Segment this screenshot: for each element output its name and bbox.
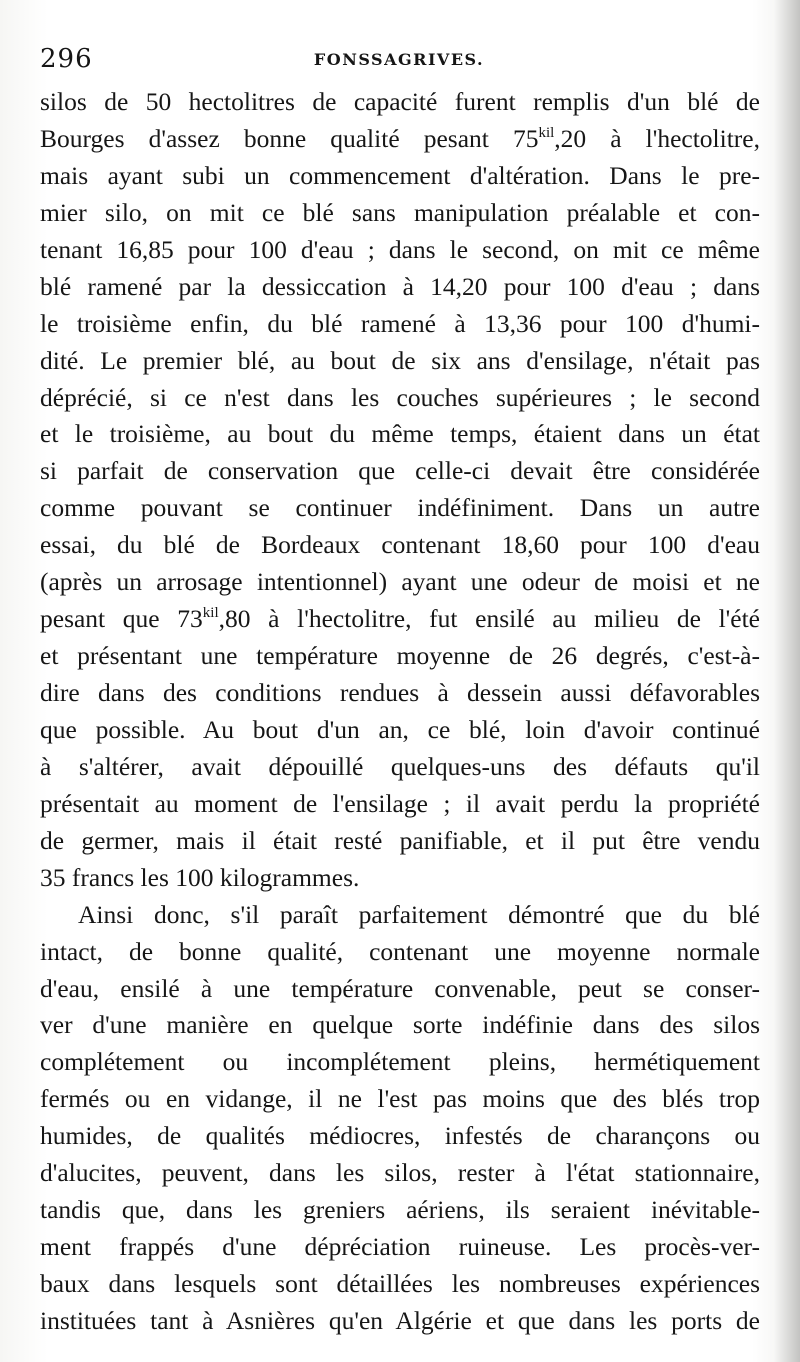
text-line: tenant 16,85 pour 100 d'eau ; dans le second, on mit ce même — [40, 234, 760, 264]
text-line: intact, de bonne qualité, contenant une moyenne normale — [40, 936, 760, 966]
body-text — [40, 84, 760, 1340]
text-line: ver d'une manière en quelque sorte indéfinie dans des silos — [40, 1010, 760, 1040]
text-line: (après un arrosage intentionnel) ayant une odeur de moisi et ne — [40, 567, 760, 597]
page-number: 296 — [40, 44, 93, 74]
text-line: blé ramené par la dessiccation à 14,20 pour 100 d'eau ; dans — [40, 271, 760, 301]
text-line: baux dans lesquels sont détaillées les nombreuses expériences — [40, 1269, 760, 1298]
text-line: ment frappés d'une dépréciation ruineuse. Les procès-ver- — [40, 1232, 760, 1262]
text-line: 35 francs les 100 kilogrammes. — [40, 862, 360, 892]
text-line: fermés ou en vidange, il ne l'est pas moins que des blés trop — [40, 1084, 760, 1114]
text-line: si parfait de conservation que celle-ci devait être considérée — [40, 456, 760, 486]
paragraph-2 — [40, 897, 760, 1340]
text-line: comme pouvant se continuer indéfiniment. Dans un autre — [40, 493, 760, 523]
text-line: déprécié, si ce n'est dans les couches supérieures ; le second — [40, 382, 760, 412]
text-line: d'alucites, peuvent, dans les silos, rester à l'état stationnaire, — [40, 1158, 760, 1188]
text-line: mais ayant subi un commencement d'altération. Dans le pre- — [40, 160, 760, 190]
page-edge-shadow — [774, 0, 800, 1362]
text-line: à s'altérer, avait dépouillé quelques-uns des défauts qu'il — [40, 751, 760, 781]
text-line: dire dans des conditions rendues à dessein aussi défavorables — [40, 678, 760, 707]
text-line: d'eau, ensilé à une température convenable, peut se conser- — [40, 973, 760, 1003]
text-line: et le troisième, au bout du même temps, étaient dans un état — [40, 419, 760, 449]
text-line: Ainsi donc, s'il paraît parfaitement démontré que du blé — [78, 899, 760, 929]
text-line: Bourges d'assez bonne qualité pesant $75^{kil},20$ à l'hectolitre, — [40, 123, 760, 153]
text-line: et présentant une température moyenne de 26 degrés, c'est-à- — [40, 641, 760, 671]
text-line: dité. Le premier blé, au bout de six ans d'ensilage, n'était pas — [40, 345, 760, 375]
page-header — [40, 44, 758, 80]
text-line: mier silo, on mit ce blé sans manipulation préalable et con- — [40, 197, 760, 227]
text-line: de germer, mais il était resté panifiable, et il put être vendu — [40, 825, 760, 855]
text-line: présentait au moment de l'ensilage ; il avait perdu la propriété — [40, 788, 760, 818]
superscript-abbreviation: kil — [202, 605, 219, 622]
text-line: pesant que $73^{kil},80$ à l'hectolitre, fut ensilé au milieu de l'été — [40, 604, 760, 634]
text-line: tandis que, dans les greniers aériens, ils seraient inévitable- — [40, 1195, 760, 1225]
superscript-abbreviation: kil — [538, 124, 555, 141]
text-line: complétement ou incomplétement pleins, hermétiquement — [40, 1047, 760, 1077]
text-line: instituées tant à Asnières qu'en Algérie et que dans les ports de — [40, 1305, 760, 1335]
text-line: le troisième enfin, du blé ramené à 13,36 pour 100 d'humi- — [40, 308, 760, 338]
paragraph-1 — [40, 84, 760, 897]
text-line: humides, de qualités médiocres, infestés de charançons ou — [40, 1121, 760, 1151]
running-head: FONSSAGRIVES. — [313, 50, 485, 69]
text-line: silos de 50 hectolitres de capacité furent remplis d'un blé de — [40, 87, 760, 116]
text-line: que possible. Au bout d'un an, ce blé, loin d'avoir continué — [40, 714, 760, 744]
text-line: essai, du blé de Bordeaux contenant 18,60 pour 100 d'eau — [40, 530, 760, 560]
